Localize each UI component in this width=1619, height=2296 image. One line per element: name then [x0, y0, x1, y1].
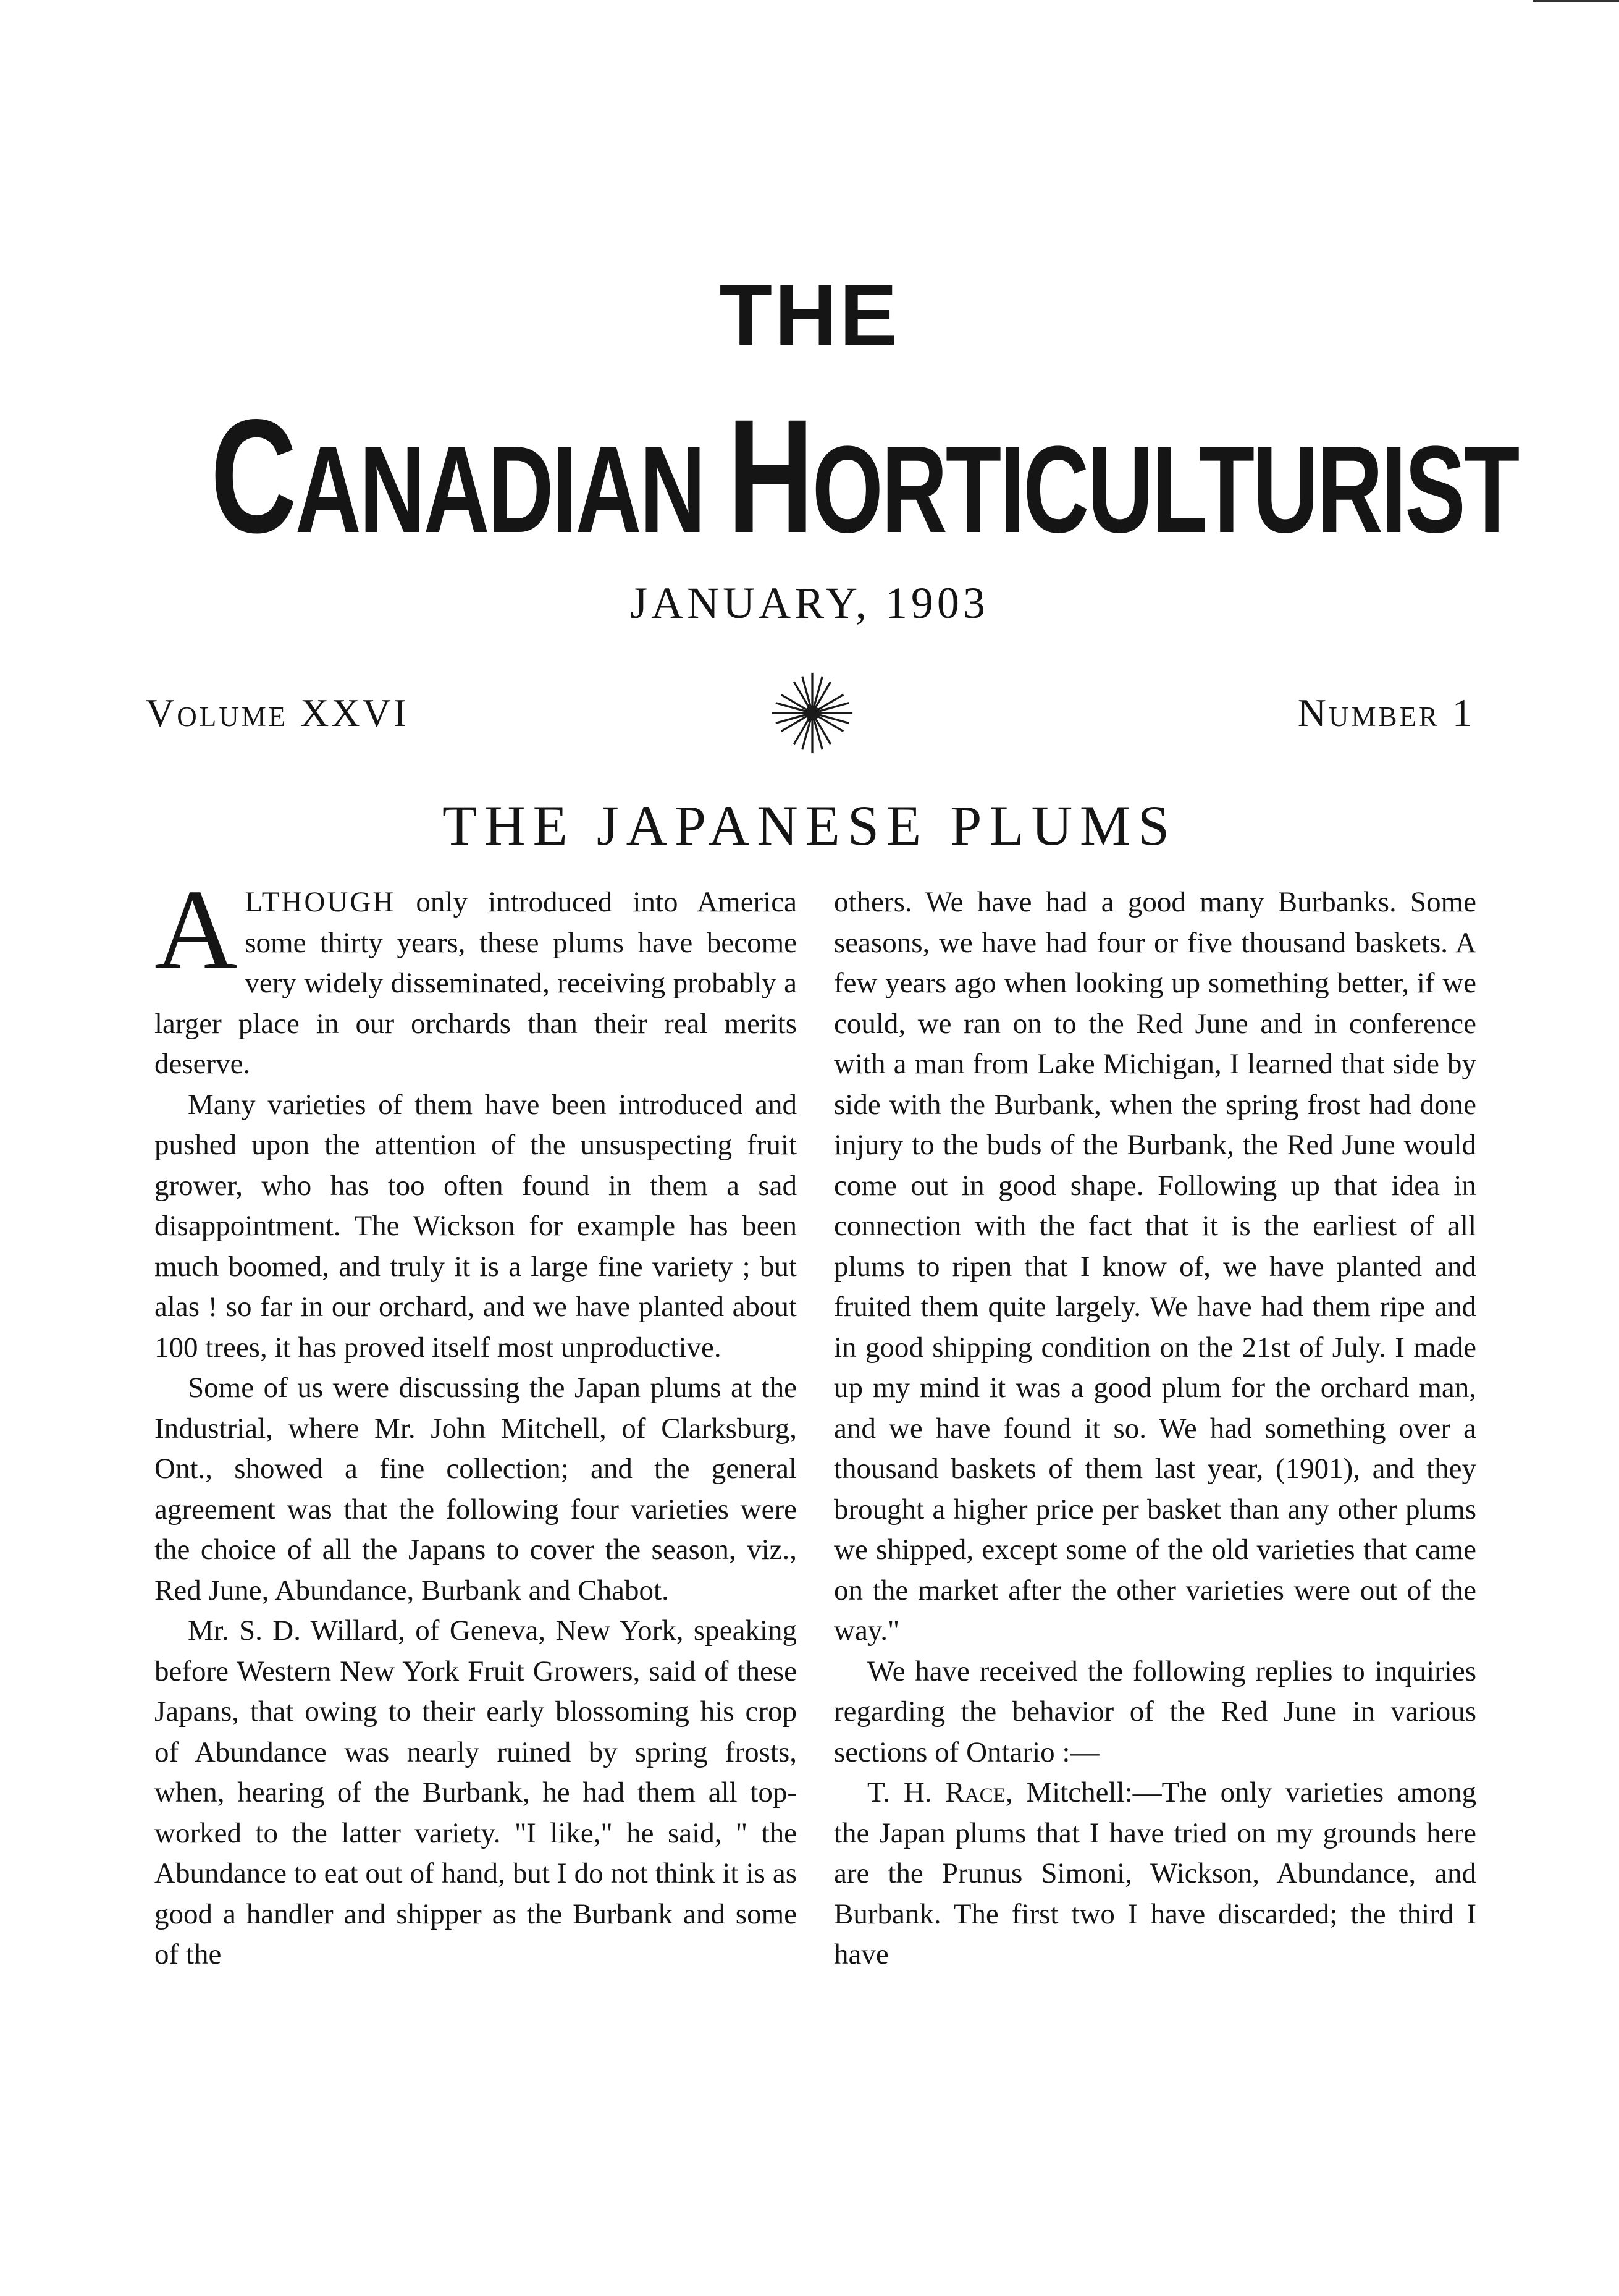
article-paragraph-1: [154, 866, 797, 1085]
lead-caps: LTHOUGH: [245, 886, 396, 918]
article-paragraph-6: We have received the following replies to inquiries regarding the behavior of the Red June in various sections of Ontario :—: [834, 1655, 1476, 1768]
article-paragraph-3: Some of us were discussing the Japan plums at the Industrial, where Mr. John Mitchell, of Clarksburg, Ont., showed a fine collection; and the general agreement was that the following four varieties were the choice of all the Japans to cover the season, viz., Red June, Abundance, Burbank and Chabot.: [154, 1372, 797, 1606]
paragraph-1-text: only introduced into America some thirty years, these plums have become very widely disseminated, receiving probably a larger place in our orchards than their real merits deserve.: [154, 886, 797, 1080]
masthead-title-initial-c: C: [210, 386, 295, 567]
paragraph-7-text: , Mitchell:—The only varieties among the Japan plums that I have tried on my grounds here are the Prunus Simoni, Wickson, Abundance, and Burbank. The first two I have discarded; the third I have: [834, 1776, 1476, 1970]
masthead-title: [210, 386, 1518, 567]
masthead-title-word-2: ORTICULTURIST: [812, 421, 1518, 559]
volume-label: Volume XXVI: [146, 691, 410, 735]
article-paragraph-5: others. We have had a good many Burbanks. Some seasons, we have had four or five thousand baskets. A few years ago when looking up something better, if we could, we ran on to the Red June and in conference with a man from Lake Michigan, I learned that side by side with the Burbank, when the spring frost had done injury to the buds of the Burbank, the Red June would come out in good shape. Following up that idea in connection with the fact that it is the earliest of all plums to ripen that I know of, we have planted and fruited them quite largely. We have had them ripe and in good shipping condition on the 21st of July. I made up my mind it was a good plum for the orchard man, and we have found it so. We had something over a thousand baskets of them last year, (1901), and they brought a higher price per basket than any other plums we shipped, except some of the old varieties that came on the market after the other varieties were out of the way.": [834, 886, 1476, 1647]
article-column-right: [834, 882, 1476, 2198]
article-column-left: [154, 866, 797, 2198]
issue-number-label: Number 1: [1297, 691, 1474, 735]
issue-date: JANUARY, 1903: [630, 578, 989, 628]
page-edge-mark: [1533, 0, 1619, 7]
article-paragraph-4: Mr. S. D. Willard, of Geneva, New York, speaking before Western New York Fruit Growers, said of these Japans, that owing to their early blossoming his crop of Abundance was nearly ruined by spring frosts, when, hearing of the Burbank, he had them all top-worked to the latter variety. "I like," he said, " the Abundance to eat out of hand, but I do not think it is as good a handler and shipper as the Burbank and some of the: [154, 1614, 797, 1970]
correspondent-name: T. H. Race: [867, 1776, 1006, 1809]
masthead-title-initial-h: H: [727, 386, 812, 567]
article-paragraph-2: Many varieties of them have been introduced and pushed upon the attention of the unsuspecting fruit grower, who has too often found in them a sad disappointment. The Wickson for example has been much boomed, and truly it is a large fine variety ; but alas ! so far in our orchard, and we have planted about 100 trees, it has proved itself most unproductive.: [154, 1088, 797, 1364]
masthead-title-word-1: ANADIAN: [295, 421, 704, 559]
drop-cap: A: [154, 866, 238, 994]
masthead-the: THE: [719, 266, 900, 363]
article-title: THE JAPANESE PLUMS: [442, 794, 1177, 857]
floral-ornament-icon: [767, 667, 858, 759]
article-paragraph-7: [834, 1773, 1476, 1975]
